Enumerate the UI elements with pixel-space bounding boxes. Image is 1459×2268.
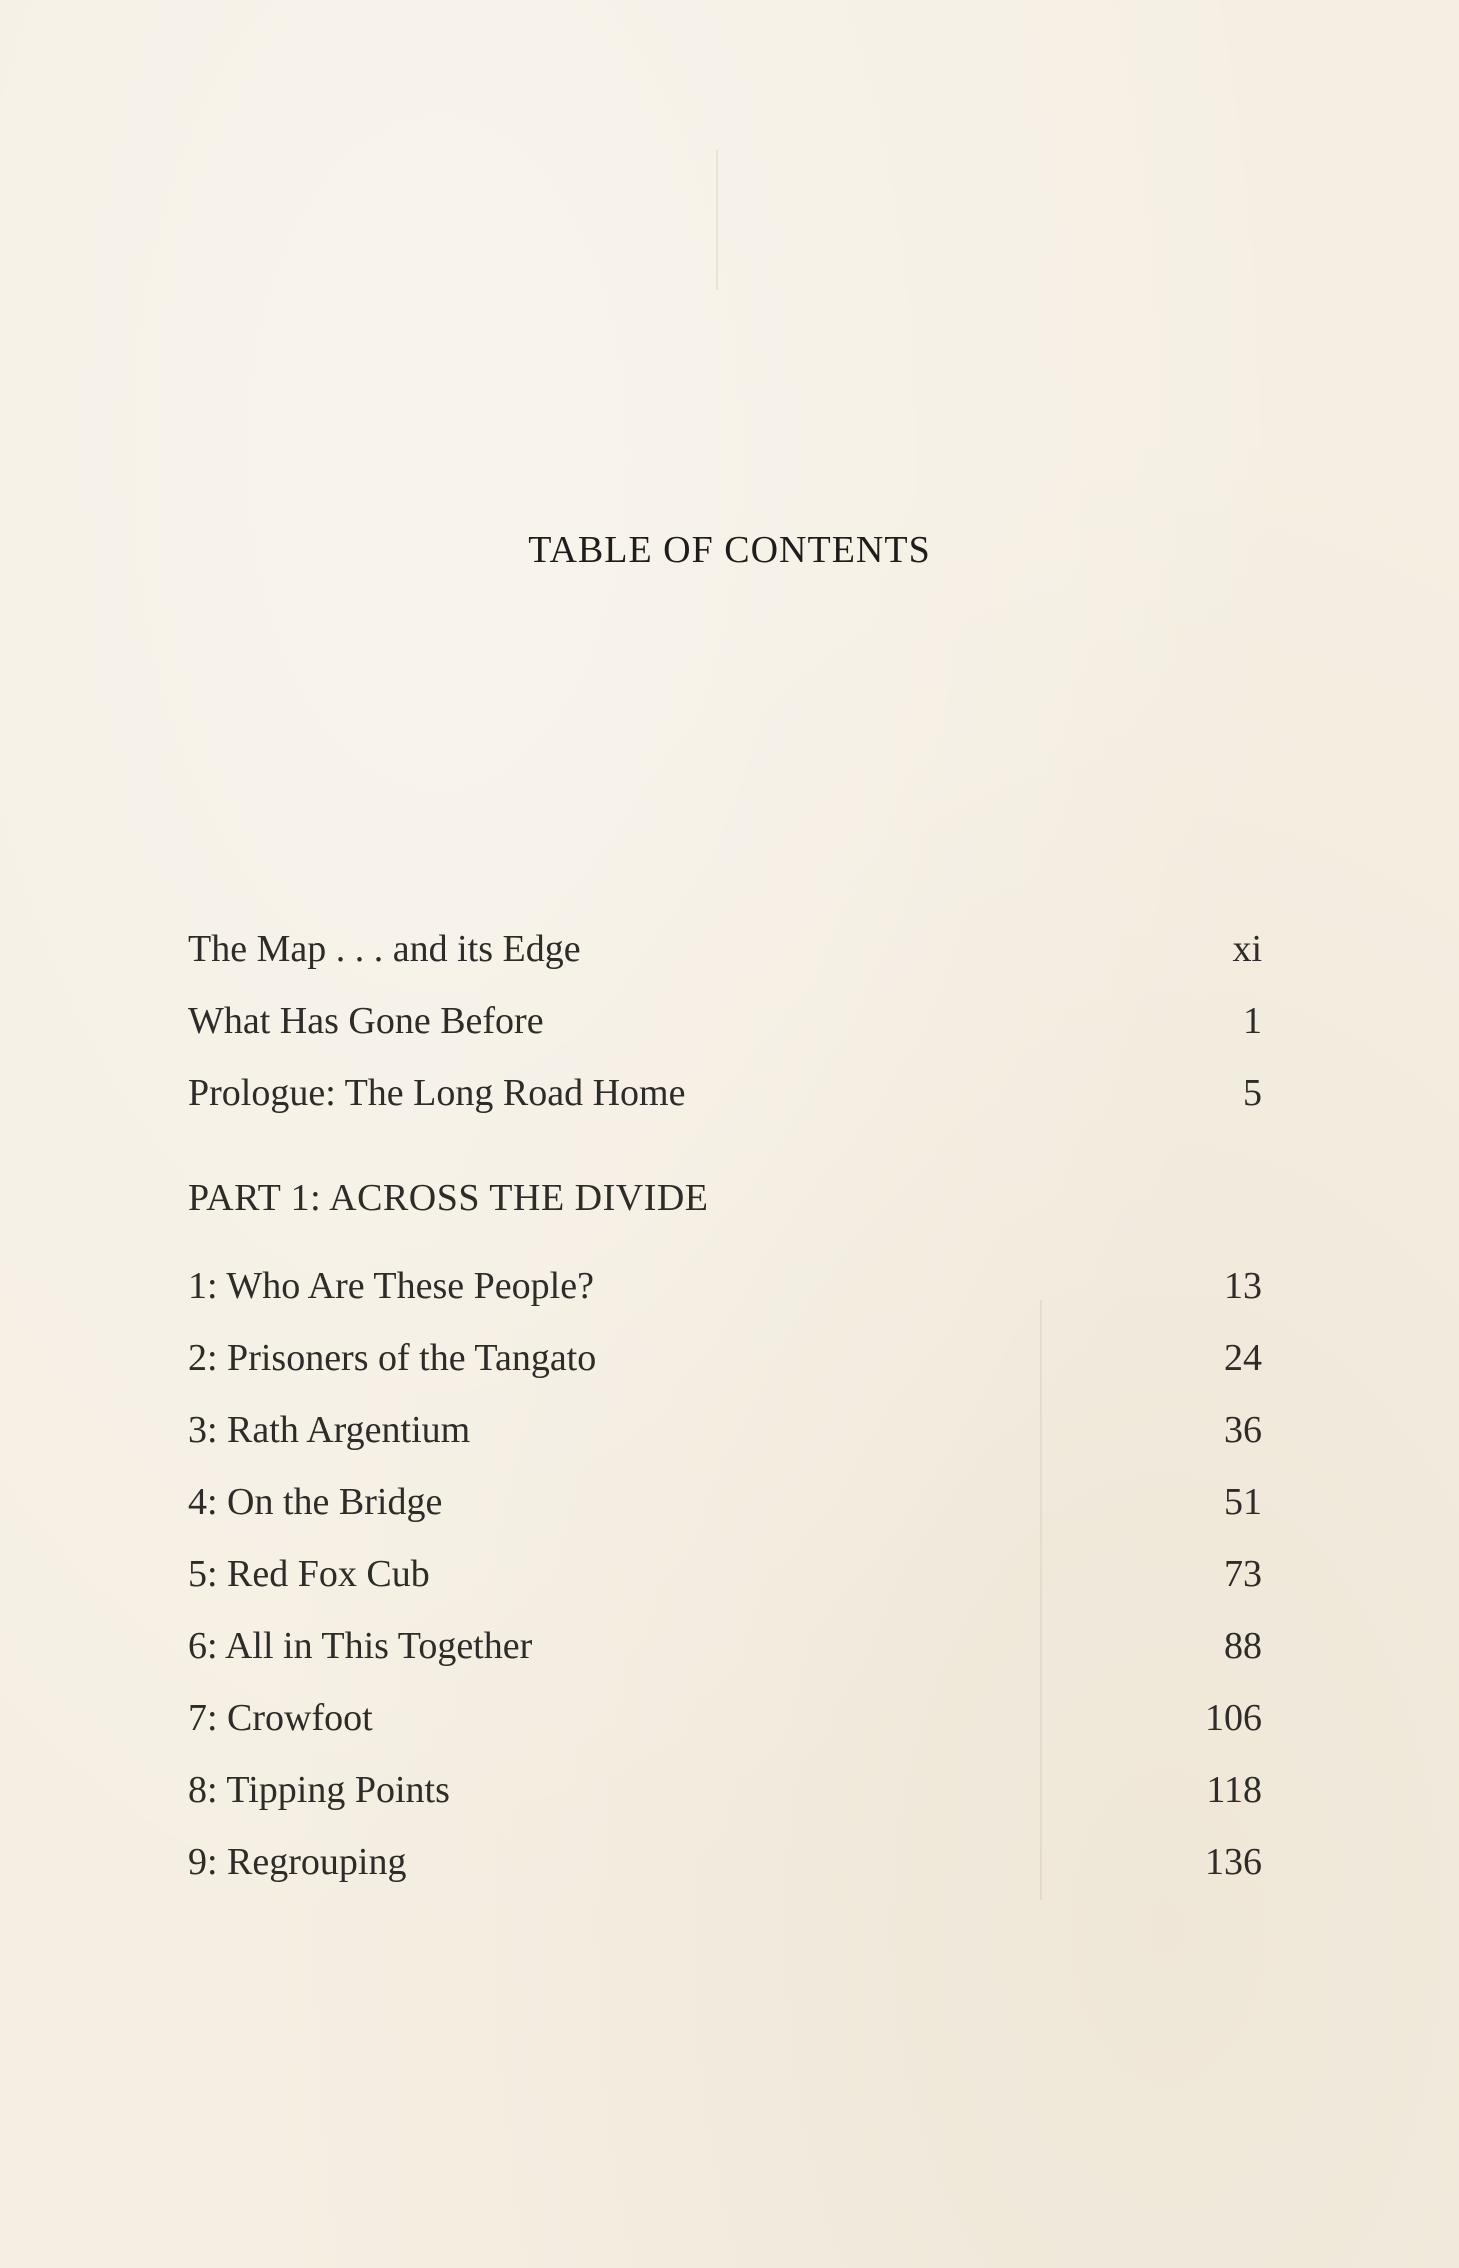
toc-entry-page: 106 bbox=[1205, 1697, 1262, 1739]
toc-entry[interactable] bbox=[188, 1478, 1262, 1526]
page-title: TABLE OF CONTENTS bbox=[528, 529, 931, 571]
toc-entry-page: 13 bbox=[1224, 1265, 1262, 1307]
toc-entry[interactable] bbox=[188, 925, 1262, 973]
toc-entry[interactable] bbox=[188, 1262, 1262, 1310]
toc-entry-title: 6: All in This Together bbox=[188, 1625, 533, 1667]
toc-entry-title: Prologue: The Long Road Home bbox=[188, 1072, 686, 1114]
toc-entry-title: 8: Tipping Points bbox=[188, 1769, 450, 1811]
toc-entry[interactable] bbox=[188, 1069, 1262, 1117]
part-heading: PART 1: ACROSS THE DIVIDE bbox=[188, 1177, 709, 1219]
toc-entry[interactable] bbox=[188, 1838, 1262, 1886]
toc-entry-title: 3: Rath Argentium bbox=[188, 1409, 471, 1451]
toc-entry-title: 7: Crowfoot bbox=[188, 1697, 373, 1739]
toc-entry-title: 9: Regrouping bbox=[188, 1841, 407, 1883]
toc-entry-title: 4: On the Bridge bbox=[188, 1481, 443, 1523]
toc-entry[interactable] bbox=[188, 997, 1262, 1045]
toc-entry[interactable] bbox=[188, 1550, 1262, 1598]
toc-entry[interactable] bbox=[188, 1334, 1262, 1382]
toc-entry-page: 118 bbox=[1206, 1769, 1262, 1811]
toc-entry-page: 88 bbox=[1224, 1625, 1262, 1667]
page-crease bbox=[716, 150, 718, 290]
toc-entry-page: 5 bbox=[1243, 1072, 1262, 1114]
toc-entry-page: 36 bbox=[1224, 1409, 1262, 1451]
toc-entry[interactable] bbox=[188, 1766, 1262, 1814]
toc-entry-title: 1: Who Are These People? bbox=[188, 1265, 594, 1307]
toc-entry[interactable] bbox=[188, 1694, 1262, 1742]
toc-entry-title: 5: Red Fox Cub bbox=[188, 1553, 430, 1595]
toc-entry-title: 2: Prisoners of the Tangato bbox=[188, 1337, 597, 1379]
toc-entry-page: 24 bbox=[1224, 1337, 1262, 1379]
toc-entry-page: 1 bbox=[1243, 1000, 1262, 1042]
toc-entry[interactable] bbox=[188, 1406, 1262, 1454]
toc-entry-page: xi bbox=[1232, 928, 1262, 970]
toc-entry-page: 136 bbox=[1205, 1841, 1262, 1883]
toc-entry[interactable] bbox=[188, 1622, 1262, 1670]
toc-entry-page: 73 bbox=[1224, 1553, 1262, 1595]
toc-entry-title: The Map . . . and its Edge bbox=[188, 928, 581, 970]
toc-entry-page: 51 bbox=[1224, 1481, 1262, 1523]
toc-entry-title: What Has Gone Before bbox=[188, 1000, 544, 1042]
